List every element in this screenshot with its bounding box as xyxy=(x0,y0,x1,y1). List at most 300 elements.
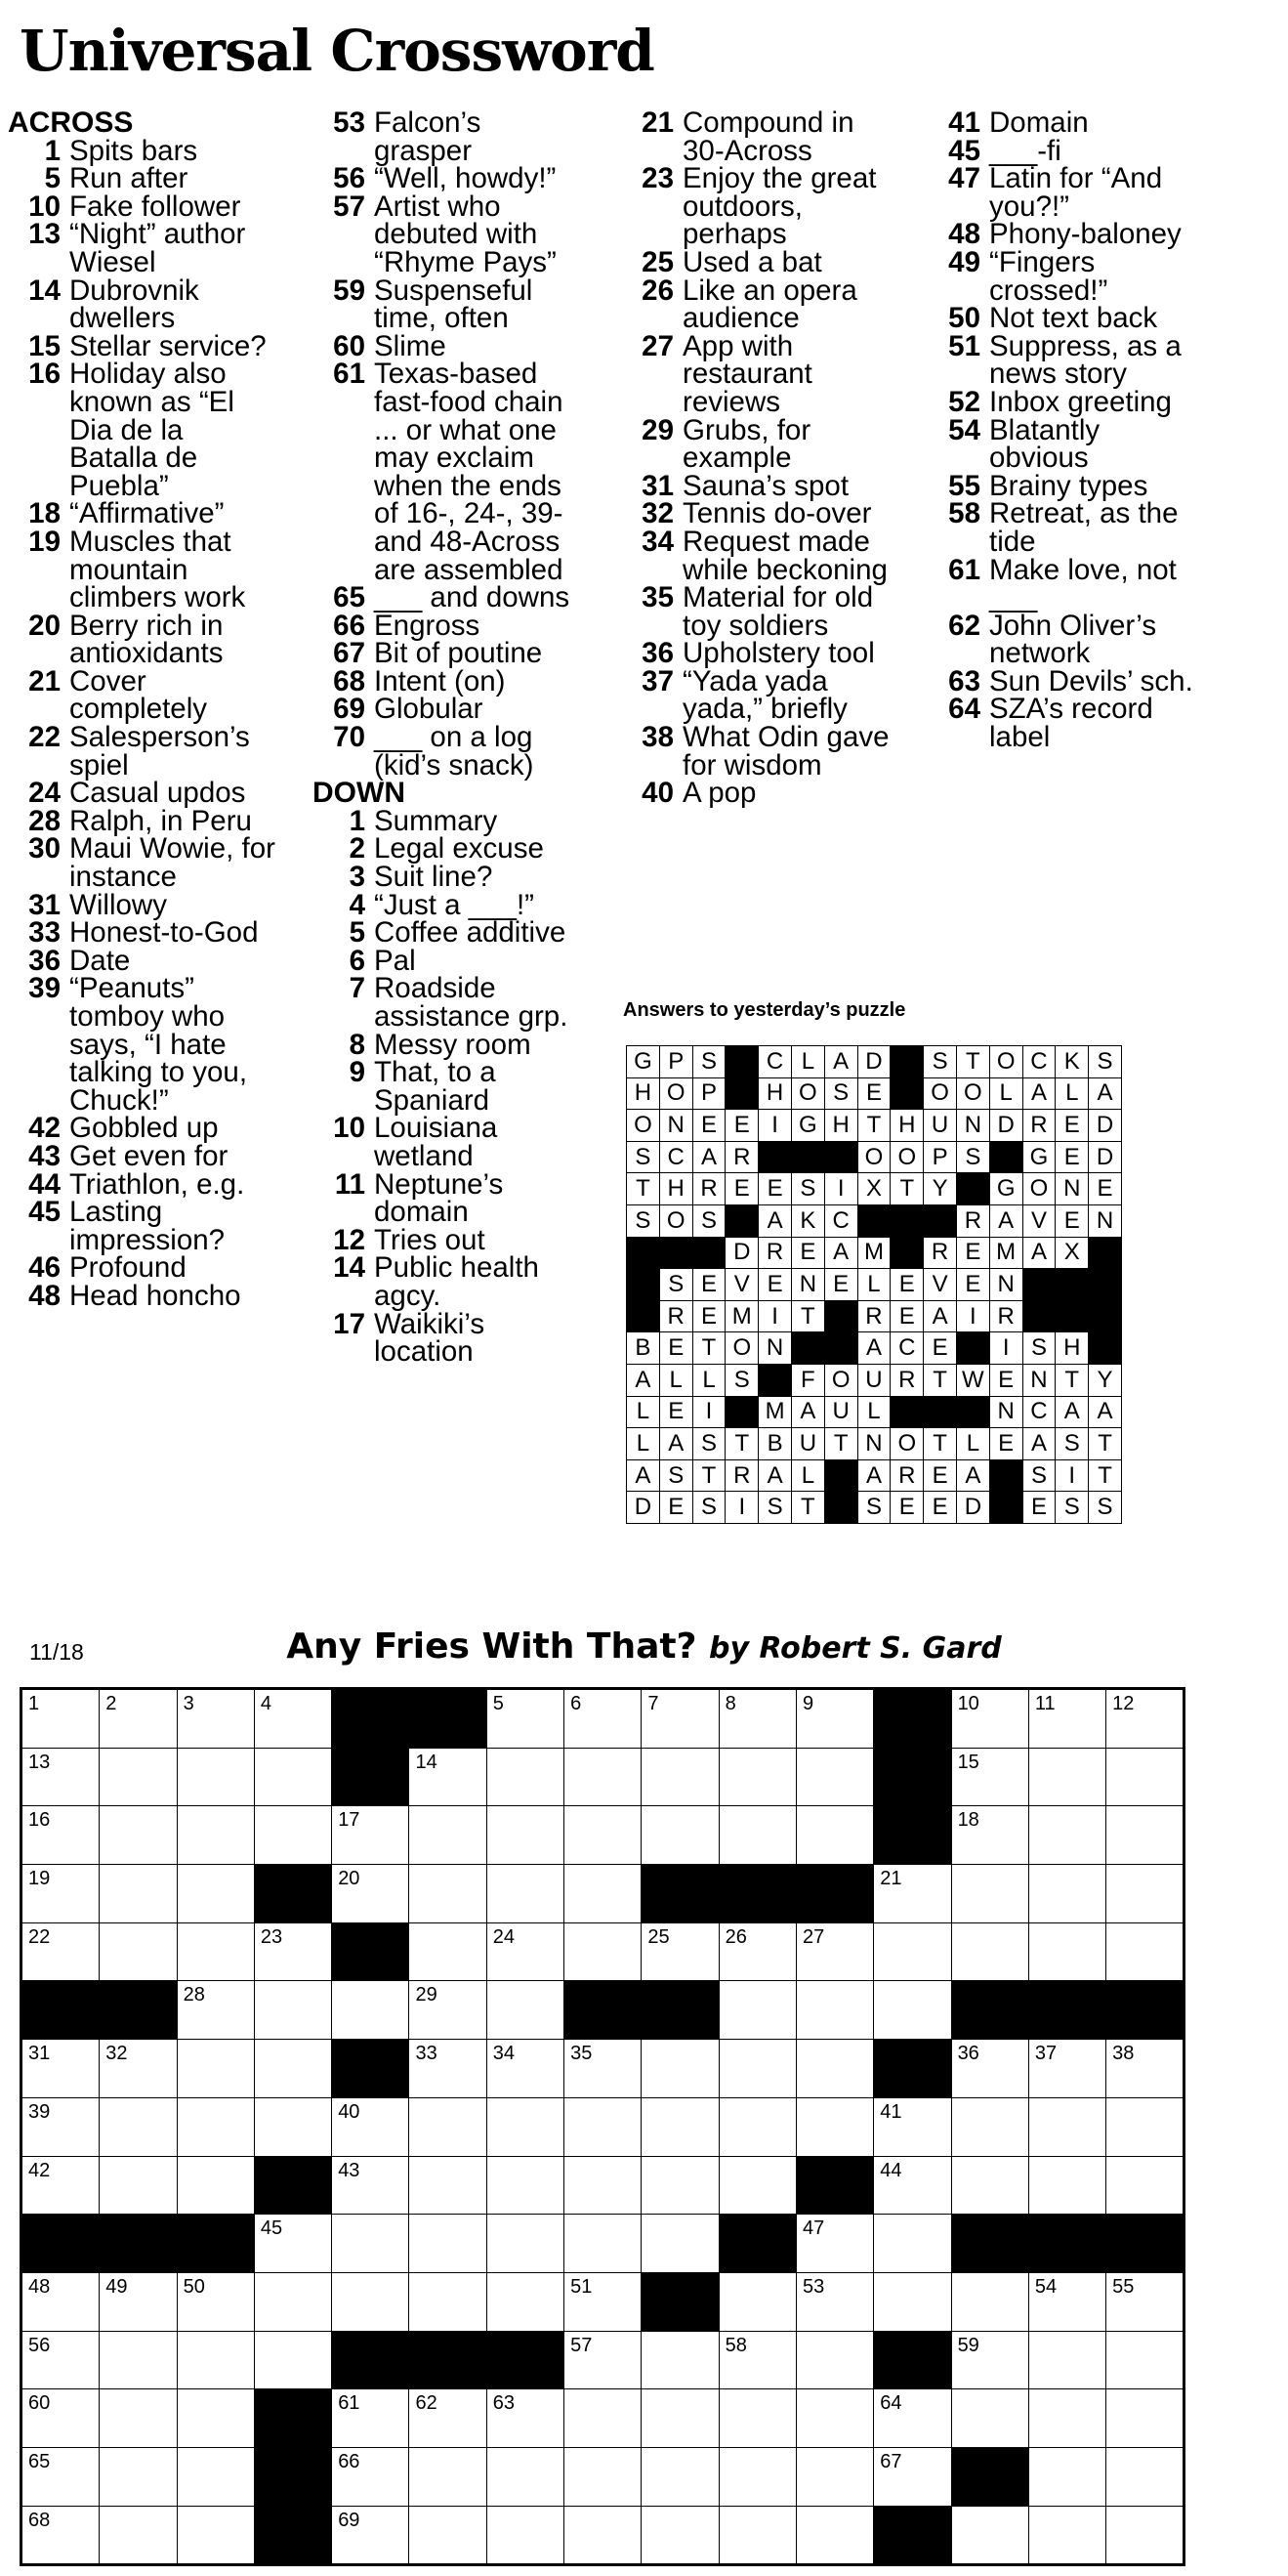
clue-number: 21 xyxy=(28,664,61,697)
clue-item xyxy=(312,944,583,977)
grid-cell[interactable] xyxy=(409,1865,486,1923)
grid-cell[interactable] xyxy=(21,2272,100,2331)
grid-cell[interactable] xyxy=(21,2097,100,2156)
grid-block xyxy=(254,2447,331,2506)
grid-cell[interactable] xyxy=(332,2215,409,2273)
clue-item xyxy=(621,162,892,251)
grid-cell[interactable] xyxy=(254,2097,331,2156)
grid-cell[interactable] xyxy=(486,1689,563,1749)
grid-cell[interactable] xyxy=(254,1922,331,1981)
grid-cell[interactable] xyxy=(564,2389,642,2448)
clue-text: Pal xyxy=(374,944,416,977)
grid-cell[interactable] xyxy=(21,1748,100,1806)
grid-cell[interactable] xyxy=(874,2215,951,2273)
grid-cell[interactable] xyxy=(21,2331,100,2389)
grid-cell[interactable] xyxy=(486,2272,563,2331)
answer-cell: S xyxy=(627,1141,660,1173)
grid-cell[interactable] xyxy=(486,1865,563,1923)
grid-cell[interactable] xyxy=(486,2389,563,2448)
answer-cell: D xyxy=(857,1046,891,1078)
grid-cell[interactable] xyxy=(1106,2040,1184,2098)
grid-cell[interactable] xyxy=(796,1689,873,1749)
clue-number: 60 xyxy=(333,329,365,362)
cell-number: 67 xyxy=(880,2450,902,2472)
grid-cell[interactable] xyxy=(796,2272,873,2331)
grid-cell[interactable] xyxy=(177,2040,254,2098)
answer-cell: H xyxy=(1056,1332,1089,1365)
answer-cell: Y xyxy=(1089,1364,1122,1396)
answer-block xyxy=(824,1332,857,1365)
grid-cell[interactable] xyxy=(564,2097,642,2156)
grid-cell[interactable] xyxy=(100,1922,177,1981)
grid-cell[interactable] xyxy=(874,2447,951,2506)
grid-cell[interactable] xyxy=(1106,2447,1184,2506)
grid-cell[interactable] xyxy=(564,1806,642,1865)
answer-cell: T xyxy=(791,1492,824,1524)
grid-cell[interactable] xyxy=(1106,2331,1184,2389)
grid-cell[interactable] xyxy=(409,2272,486,2331)
grid-cell[interactable] xyxy=(564,2506,642,2565)
answer-block xyxy=(759,1364,792,1396)
answer-cell: V xyxy=(726,1269,759,1301)
clue-text: Tries out xyxy=(374,1223,485,1256)
grid-cell[interactable] xyxy=(796,2097,873,2156)
grid-block xyxy=(254,2389,331,2448)
grid-cell[interactable] xyxy=(951,2156,1028,2215)
grid-cell[interactable] xyxy=(719,2447,796,2506)
grid-cell[interactable] xyxy=(1106,1865,1184,1923)
answer-cell: A xyxy=(627,1459,660,1492)
grid-block xyxy=(1028,2215,1105,2273)
grid-block xyxy=(642,1865,719,1923)
grid-cell[interactable] xyxy=(719,1981,796,2040)
clue-text: Willowy xyxy=(69,888,167,921)
grid-cell[interactable] xyxy=(409,2506,486,2565)
cell-number: 28 xyxy=(183,1984,205,2006)
grid-cell[interactable] xyxy=(177,2447,254,2506)
grid-cell[interactable] xyxy=(642,2040,719,2098)
grid-cell[interactable] xyxy=(951,1806,1028,1865)
grid-cell[interactable] xyxy=(332,2506,409,2565)
grid-cell[interactable] xyxy=(409,1748,486,1806)
answer-cell: A xyxy=(759,1204,792,1237)
answer-block xyxy=(956,1173,989,1205)
answer-cell: R xyxy=(1022,1110,1056,1142)
cell-number: 19 xyxy=(28,1868,51,1890)
grid-cell[interactable] xyxy=(1106,2389,1184,2448)
cell-number: 37 xyxy=(1034,2043,1058,2065)
grid-cell[interactable] xyxy=(642,1806,719,1865)
grid-cell[interactable] xyxy=(332,2156,409,2215)
grid-cell[interactable] xyxy=(1028,2097,1105,2156)
grid-cell[interactable] xyxy=(642,1748,719,1806)
cell-number: 4 xyxy=(260,1693,272,1714)
clue-number: 41 xyxy=(948,106,980,139)
clue-item xyxy=(621,525,892,586)
answer-cell: B xyxy=(627,1332,660,1365)
answer-cell: C xyxy=(759,1046,792,1078)
grid-cell[interactable] xyxy=(100,2331,177,2389)
grid-cell[interactable] xyxy=(486,2040,563,2098)
answer-cell: H xyxy=(891,1110,924,1142)
grid-cell[interactable] xyxy=(642,2156,719,2215)
grid-cell[interactable] xyxy=(100,2389,177,2448)
grid-cell[interactable] xyxy=(409,2097,486,2156)
grid-cell[interactable] xyxy=(254,2215,331,2273)
cell-number: 36 xyxy=(957,2043,979,2065)
grid-cell[interactable] xyxy=(564,2156,642,2215)
grid-cell[interactable] xyxy=(796,1981,873,2040)
grid-cell[interactable] xyxy=(254,1748,331,1806)
grid-cell[interactable] xyxy=(332,2447,409,2506)
grid-cell[interactable] xyxy=(409,2156,486,2215)
grid-cell[interactable] xyxy=(486,1806,563,1865)
clue-item xyxy=(8,360,278,500)
grid-cell[interactable] xyxy=(564,1922,642,1981)
clue-item xyxy=(312,916,583,950)
grid-cell[interactable] xyxy=(21,2506,100,2565)
grid-block xyxy=(332,1748,409,1806)
grid-cell[interactable] xyxy=(177,1981,254,2040)
grid-cell[interactable] xyxy=(21,2389,100,2448)
grid-cell[interactable] xyxy=(951,2331,1028,2389)
grid-cell[interactable] xyxy=(874,1922,951,1981)
answer-cell: A xyxy=(659,1428,692,1460)
grid-cell[interactable] xyxy=(177,2331,254,2389)
grid-cell[interactable] xyxy=(486,2156,563,2215)
cell-number: 51 xyxy=(570,2275,593,2298)
clue-text: App with restaurant reviews xyxy=(683,329,812,418)
grid-cell[interactable] xyxy=(564,1865,642,1923)
answer-cell: E xyxy=(989,1428,1022,1460)
grid-cell[interactable] xyxy=(177,1922,254,1981)
grid-cell[interactable] xyxy=(486,1981,563,2040)
grid-cell[interactable] xyxy=(796,1922,873,1981)
grid-cell[interactable] xyxy=(796,2040,873,2098)
clue-item xyxy=(928,469,1198,502)
cell-number: 65 xyxy=(28,2450,51,2472)
answer-block xyxy=(956,1332,989,1365)
grid-cell[interactable] xyxy=(951,1689,1028,1749)
clue-number: 40 xyxy=(642,777,674,810)
grid-cell[interactable] xyxy=(874,2097,951,2156)
grid-cell[interactable] xyxy=(564,1689,642,1749)
grid-cell[interactable] xyxy=(100,2156,177,2215)
answer-cell: E xyxy=(659,1492,692,1524)
grid-cell[interactable] xyxy=(177,2389,254,2448)
grid-cell[interactable] xyxy=(1106,1806,1184,1865)
clue-number: 21 xyxy=(642,106,674,139)
grid-cell[interactable] xyxy=(796,2389,873,2448)
clue-number: 12 xyxy=(333,1223,365,1256)
clue-number: 48 xyxy=(948,218,980,251)
grid-cell[interactable] xyxy=(874,1865,951,1923)
grid-cell[interactable] xyxy=(564,2215,642,2273)
grid-cell[interactable] xyxy=(1106,2097,1184,2156)
answer-cell: X xyxy=(1056,1237,1089,1269)
grid-cell[interactable] xyxy=(1028,2506,1105,2565)
answer-block xyxy=(891,1396,924,1428)
grid-cell[interactable] xyxy=(1028,1689,1105,1749)
answer-cell: T xyxy=(824,1428,857,1460)
grid-cell[interactable] xyxy=(719,2040,796,2098)
grid-cell[interactable] xyxy=(874,2272,951,2331)
grid-cell[interactable] xyxy=(719,1689,796,1749)
clue-item xyxy=(8,888,278,921)
clue-text: “Night” author Wiesel xyxy=(69,218,246,278)
grid-cell[interactable] xyxy=(177,2156,254,2215)
grid-cell[interactable] xyxy=(100,2097,177,2156)
grid-cell[interactable] xyxy=(100,1748,177,1806)
grid-cell[interactable] xyxy=(100,2272,177,2331)
clue-number: 31 xyxy=(642,469,674,502)
clue-number: 43 xyxy=(28,1139,61,1172)
grid-cell[interactable] xyxy=(719,2156,796,2215)
answer-cell: C xyxy=(891,1332,924,1365)
grid-cell[interactable] xyxy=(21,2447,100,2506)
grid-cell[interactable] xyxy=(21,2156,100,2215)
clue-number: 3 xyxy=(349,861,365,894)
grid-cell[interactable] xyxy=(21,2040,100,2098)
grid-cell[interactable] xyxy=(642,2447,719,2506)
answer-cell: E xyxy=(924,1332,957,1365)
grid-cell[interactable] xyxy=(1106,2156,1184,2215)
grid-cell[interactable] xyxy=(409,2040,486,2098)
grid-cell[interactable] xyxy=(1028,2156,1105,2215)
grid-cell[interactable] xyxy=(21,1922,100,1981)
clue-text: “Yada yada yada,” briefly xyxy=(683,664,848,726)
grid-cell[interactable] xyxy=(719,2272,796,2331)
answer-cell: E xyxy=(759,1173,792,1205)
answer-cell: H xyxy=(627,1077,660,1110)
answer-cell: E xyxy=(726,1110,759,1142)
grid-cell[interactable] xyxy=(642,1689,719,1749)
clue-number: 35 xyxy=(642,581,674,614)
grid-cell[interactable] xyxy=(1028,1922,1105,1981)
grid-cell[interactable] xyxy=(1106,1922,1184,1981)
grid-cell[interactable] xyxy=(332,1865,409,1923)
grid-cell[interactable] xyxy=(409,2447,486,2506)
answer-cell: E xyxy=(989,1364,1022,1396)
grid-cell[interactable] xyxy=(951,2389,1028,2448)
grid-cell[interactable] xyxy=(177,1865,254,1923)
grid-cell[interactable] xyxy=(409,1981,486,2040)
grid-cell[interactable] xyxy=(177,1748,254,1806)
answer-cell: O xyxy=(857,1141,891,1173)
answer-cell: S xyxy=(692,1046,726,1078)
grid-cell[interactable] xyxy=(796,1748,873,1806)
clue-text: Grubs, for example xyxy=(683,413,811,475)
grid-cell[interactable] xyxy=(1028,2389,1105,2448)
grid-cell[interactable] xyxy=(409,1806,486,1865)
grid-cell[interactable] xyxy=(332,2097,409,2156)
answer-cell: L xyxy=(857,1269,891,1301)
grid-cell[interactable] xyxy=(564,2447,642,2506)
clue-number: 1 xyxy=(44,134,61,167)
grid-cell[interactable] xyxy=(177,1689,254,1749)
clue-number: 26 xyxy=(642,274,674,307)
grid-cell[interactable] xyxy=(332,2272,409,2331)
answer-cell: T xyxy=(924,1364,957,1396)
grid-cell[interactable] xyxy=(21,1689,100,1749)
clue-number: 1 xyxy=(349,804,365,837)
grid-cell[interactable] xyxy=(254,2272,331,2331)
puzzle-byline: by Robert S. Gard xyxy=(709,1631,1002,1666)
clue-text: Public health agcy. xyxy=(374,1251,539,1312)
cell-number: 55 xyxy=(1112,2275,1135,2298)
answer-cell: A xyxy=(824,1237,857,1269)
answer-cell: E xyxy=(726,1173,759,1205)
grid-cell[interactable] xyxy=(1106,1748,1184,1806)
grid-cell[interactable] xyxy=(21,1865,100,1923)
grid-cell[interactable] xyxy=(1028,1806,1105,1865)
grid-cell[interactable] xyxy=(564,2272,642,2331)
grid-block xyxy=(874,2040,951,2098)
answer-block xyxy=(692,1237,726,1269)
answer-block xyxy=(891,1237,924,1269)
grid-cell[interactable] xyxy=(254,1806,331,1865)
grid-cell[interactable] xyxy=(486,2506,563,2565)
grid-cell[interactable] xyxy=(951,1748,1028,1806)
grid-cell[interactable] xyxy=(254,1981,331,2040)
grid-cell[interactable] xyxy=(100,2447,177,2506)
clue-text: Suit line? xyxy=(374,861,493,894)
grid-cell[interactable] xyxy=(1028,2040,1105,2098)
grid-cell[interactable] xyxy=(409,2215,486,2273)
grid-cell[interactable] xyxy=(796,1806,873,1865)
grid-cell[interactable] xyxy=(642,2389,719,2448)
grid-cell[interactable] xyxy=(1028,2331,1105,2389)
grid-cell[interactable] xyxy=(951,1865,1028,1923)
clue-text: ___ and downs xyxy=(374,581,570,614)
clue-text: Like an opera audience xyxy=(683,274,857,335)
grid-cell[interactable] xyxy=(796,2506,873,2565)
answer-cell: L xyxy=(791,1459,824,1492)
cell-number: 9 xyxy=(802,1693,814,1714)
grid-cell[interactable] xyxy=(409,1922,486,1981)
answer-cell: E xyxy=(891,1492,924,1524)
grid-cell[interactable] xyxy=(1028,2447,1105,2506)
answer-cell: S xyxy=(726,1364,759,1396)
grid-cell[interactable] xyxy=(796,2447,873,2506)
clue-text: Texas-based fast-food chain ... or what one may exclaim when the ends of 16-, 24-, 39- and 48-Across are assembled xyxy=(374,358,563,586)
grid-cell[interactable] xyxy=(486,2097,563,2156)
grid-cell[interactable] xyxy=(21,1806,100,1865)
grid-cell[interactable] xyxy=(642,1922,719,1981)
grid-cell[interactable] xyxy=(719,2097,796,2156)
grid-cell[interactable] xyxy=(100,2040,177,2098)
grid-cell[interactable] xyxy=(874,2389,951,2448)
grid-cell[interactable] xyxy=(1028,2272,1105,2331)
clue-item xyxy=(312,1223,583,1256)
grid-cell[interactable] xyxy=(951,2097,1028,2156)
grid-cell[interactable] xyxy=(100,1806,177,1865)
answer-cell: T xyxy=(692,1459,726,1492)
clue-number: 6 xyxy=(349,944,365,977)
answer-block xyxy=(1056,1269,1089,1301)
grid-cell[interactable] xyxy=(409,2389,486,2448)
grid-cell[interactable] xyxy=(332,2389,409,2448)
clue-text: “Well, howdy!” xyxy=(374,162,557,195)
grid-cell[interactable] xyxy=(719,2331,796,2389)
grid-cell[interactable] xyxy=(951,2272,1028,2331)
clue-text: Latin for “And you?!” xyxy=(989,162,1163,223)
answer-cell: R xyxy=(891,1459,924,1492)
answer-cell: S xyxy=(1056,1428,1089,1460)
grid-cell[interactable] xyxy=(177,2097,254,2156)
answer-cell: T xyxy=(1089,1459,1122,1492)
grid-cell[interactable] xyxy=(564,2331,642,2389)
grid-cell[interactable] xyxy=(874,2156,951,2215)
grid-cell[interactable] xyxy=(486,2447,563,2506)
grid-cell[interactable] xyxy=(177,2506,254,2565)
grid-cell[interactable] xyxy=(177,1806,254,1865)
grid-cell[interactable] xyxy=(951,1922,1028,1981)
grid-cell[interactable] xyxy=(177,2272,254,2331)
puzzle-date: 11/18 xyxy=(29,1639,84,1665)
grid-cell[interactable] xyxy=(719,2389,796,2448)
answer-cell: I xyxy=(726,1492,759,1524)
clue-item xyxy=(621,637,892,670)
grid-cell[interactable] xyxy=(486,2215,563,2273)
grid-cell[interactable] xyxy=(486,1748,563,1806)
grid-cell[interactable] xyxy=(642,2331,719,2389)
grid-cell[interactable] xyxy=(100,2506,177,2565)
clue-item xyxy=(312,1028,583,1061)
grid-cell[interactable] xyxy=(642,2506,719,2565)
grid-cell[interactable] xyxy=(332,1806,409,1865)
clue-number: 67 xyxy=(333,637,365,670)
clue-item xyxy=(621,721,892,781)
grid-cell[interactable] xyxy=(719,1806,796,1865)
grid-cell[interactable] xyxy=(719,2506,796,2565)
grid-cell[interactable] xyxy=(564,2040,642,2098)
grid-cell[interactable] xyxy=(332,1981,409,2040)
grid-cell[interactable] xyxy=(254,2331,331,2389)
grid-cell[interactable] xyxy=(1028,1865,1105,1923)
clue-text: Messy room xyxy=(374,1028,531,1061)
grid-cell[interactable] xyxy=(100,1689,177,1749)
grid-cell[interactable] xyxy=(254,2040,331,2098)
grid-cell[interactable] xyxy=(100,1865,177,1923)
grid-cell[interactable] xyxy=(1028,1748,1105,1806)
grid-cell[interactable] xyxy=(642,2215,719,2273)
clue-number: 47 xyxy=(948,162,980,195)
grid-cell[interactable] xyxy=(951,2506,1028,2565)
grid-cell[interactable] xyxy=(796,2215,873,2273)
grid-cell[interactable] xyxy=(486,1922,563,1981)
answer-cell: W xyxy=(956,1364,989,1396)
grid-block xyxy=(21,2215,100,2273)
grid-cell[interactable] xyxy=(1106,1689,1184,1749)
clue-number: 45 xyxy=(28,1196,61,1229)
grid-cell[interactable] xyxy=(719,1748,796,1806)
grid-cell[interactable] xyxy=(719,1922,796,1981)
clue-item xyxy=(8,1279,278,1312)
clue-text: Sun Devils’ sch. xyxy=(989,664,1193,697)
answer-cell: L xyxy=(627,1428,660,1460)
grid-cell[interactable] xyxy=(874,1981,951,2040)
grid-cell[interactable] xyxy=(642,2097,719,2156)
grid-cell[interactable] xyxy=(564,1748,642,1806)
answer-cell: M xyxy=(989,1237,1022,1269)
grid-cell[interactable] xyxy=(254,1689,331,1749)
grid-cell[interactable] xyxy=(1106,2506,1184,2565)
grid-cell[interactable] xyxy=(796,2331,873,2389)
answer-block xyxy=(726,1046,759,1078)
grid-cell[interactable] xyxy=(951,2040,1028,2098)
grid-cell[interactable] xyxy=(1106,2272,1184,2331)
